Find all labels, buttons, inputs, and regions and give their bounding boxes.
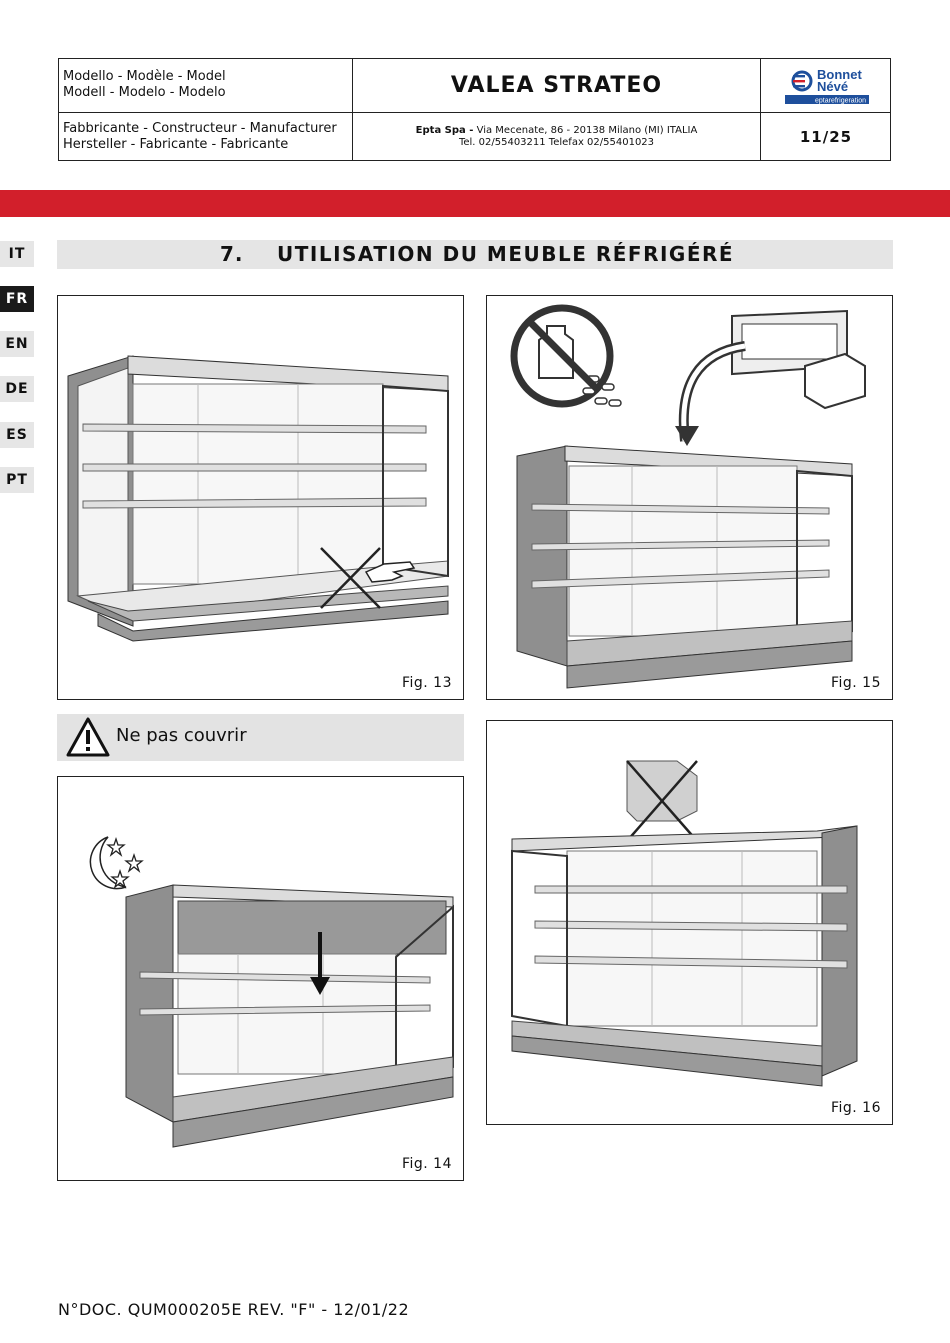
cabinet-loading-illustration [487,296,892,699]
model-label-line-1: Modello - Modèle - Model [63,69,226,84]
model-title: VALEA STRATEO [450,73,663,98]
section-title: UTILISATION DU MEUBLE RÉFRIGÉRÉ [277,242,735,266]
section-number: 7. [220,242,244,266]
company-phone: Tel. 02/55403211 Telefax 02/55401023 [458,137,655,148]
lang-tab-en[interactable]: EN [0,331,34,357]
cabinet-no-top-load-illustration [487,721,892,1124]
model-label [59,59,352,112]
figure-15 [486,295,893,700]
company-name: Epta Spa - [415,125,474,136]
figure-14 [57,776,464,1181]
section-heading [57,240,893,269]
figure-16 [486,720,893,1125]
lang-tab-fr[interactable]: FR [0,286,34,312]
svg-text:Bonnet: Bonnet [817,67,862,82]
company-address: Via Mecenate, 86 - 20138 Milano (MI) ITALIA [473,125,698,136]
model-label-line-2: Modell - Modelo - Modelo [63,85,226,100]
cabinet-no-hand-illustration [58,296,463,699]
manufacturer-label-line-2: Hersteller - Fabricante - Fabricante [63,137,289,152]
bonnet-neve-logo-icon [761,59,891,112]
company-info [353,113,760,162]
header-table [58,58,891,161]
figure-16-caption: Fig. 16 [830,1100,881,1116]
document-reference: N°DOC. QUM000205E REV. "F" - 12/01/22 [58,1300,410,1319]
warning-text: Ne pas couvrir [116,725,247,746]
lang-tab-it[interactable]: IT [0,241,34,267]
manufacturer-label [59,113,352,162]
svg-text:eptarefrigeration: eptarefrigeration [815,97,866,105]
svg-text:Névé: Névé [817,79,849,94]
manufacturer-label-line-1: Fabbricante - Constructeur - Manufacturer [63,121,337,136]
figure-15-caption: Fig. 15 [830,675,881,691]
lang-tab-es[interactable]: ES [0,422,34,448]
lang-tab-de[interactable]: DE [0,376,34,402]
figure-13 [57,295,464,700]
warning-banner [57,714,464,761]
cabinet-night-blind-illustration [58,777,463,1180]
red-divider-bar [0,190,950,217]
figure-13-caption: Fig. 13 [401,675,452,691]
warning-triangle-icon [65,715,111,759]
brand-logo [761,59,891,112]
page-number: 11/25 [799,128,853,146]
lang-tab-pt[interactable]: PT [0,467,34,493]
figure-14-caption: Fig. 14 [401,1156,452,1172]
